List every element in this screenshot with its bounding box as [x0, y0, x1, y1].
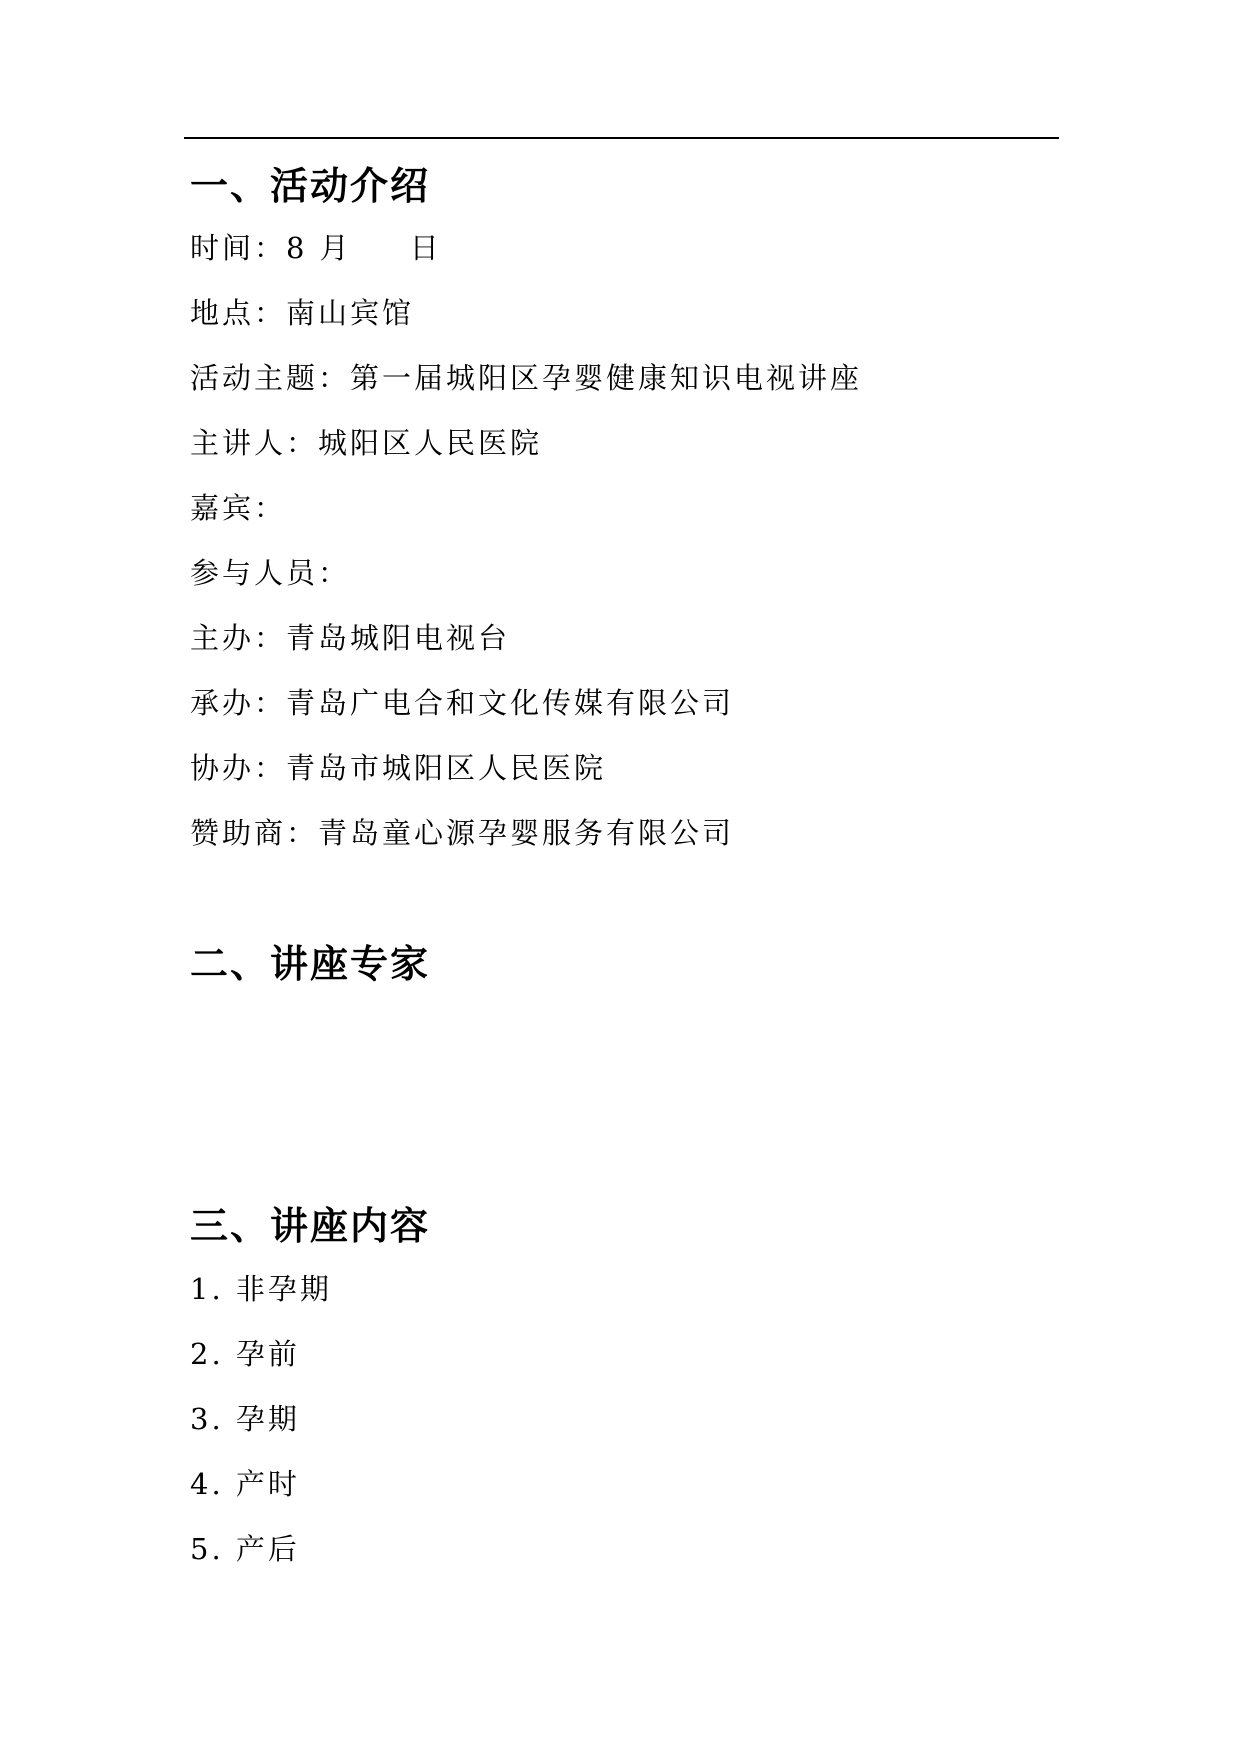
sponsor-line: 赞助商：青岛童心源孕婴服务有限公司: [190, 816, 735, 850]
section-3-title: 三、讲座内容: [190, 1204, 431, 1248]
section-2-title: 二、讲座专家: [190, 942, 431, 986]
time-label: 时间：: [190, 231, 287, 265]
section-1-title: 一、活动介绍: [190, 164, 431, 208]
place-line: 地点：南山宾馆: [190, 296, 415, 330]
list-item: 5. 产后: [190, 1532, 300, 1566]
theme-line: 活动主题：第一届城阳区孕婴健康知识电视讲座: [190, 361, 863, 395]
organizer-line: 承办：青岛广电合和文化传媒有限公司: [190, 686, 735, 720]
guests-line: 嘉宾：: [190, 491, 287, 525]
time-line: [190, 228, 442, 268]
host-line: 主办：青岛城阳电视台: [190, 621, 511, 655]
time-month: 8 月: [286, 231, 352, 265]
time-day: 日: [409, 231, 442, 265]
participants-line: 参与人员：: [190, 556, 351, 590]
list-item: 3. 孕期: [190, 1402, 300, 1436]
list-item: 1. 非孕期: [190, 1272, 332, 1306]
co-organizer-line: 协办：青岛市城阳区人民医院: [190, 751, 607, 785]
speaker-line: 主讲人：城阳区人民医院: [190, 426, 543, 460]
header-rule: [184, 137, 1059, 139]
list-item: 2. 孕前: [190, 1337, 300, 1371]
list-item: 4. 产时: [190, 1467, 300, 1501]
